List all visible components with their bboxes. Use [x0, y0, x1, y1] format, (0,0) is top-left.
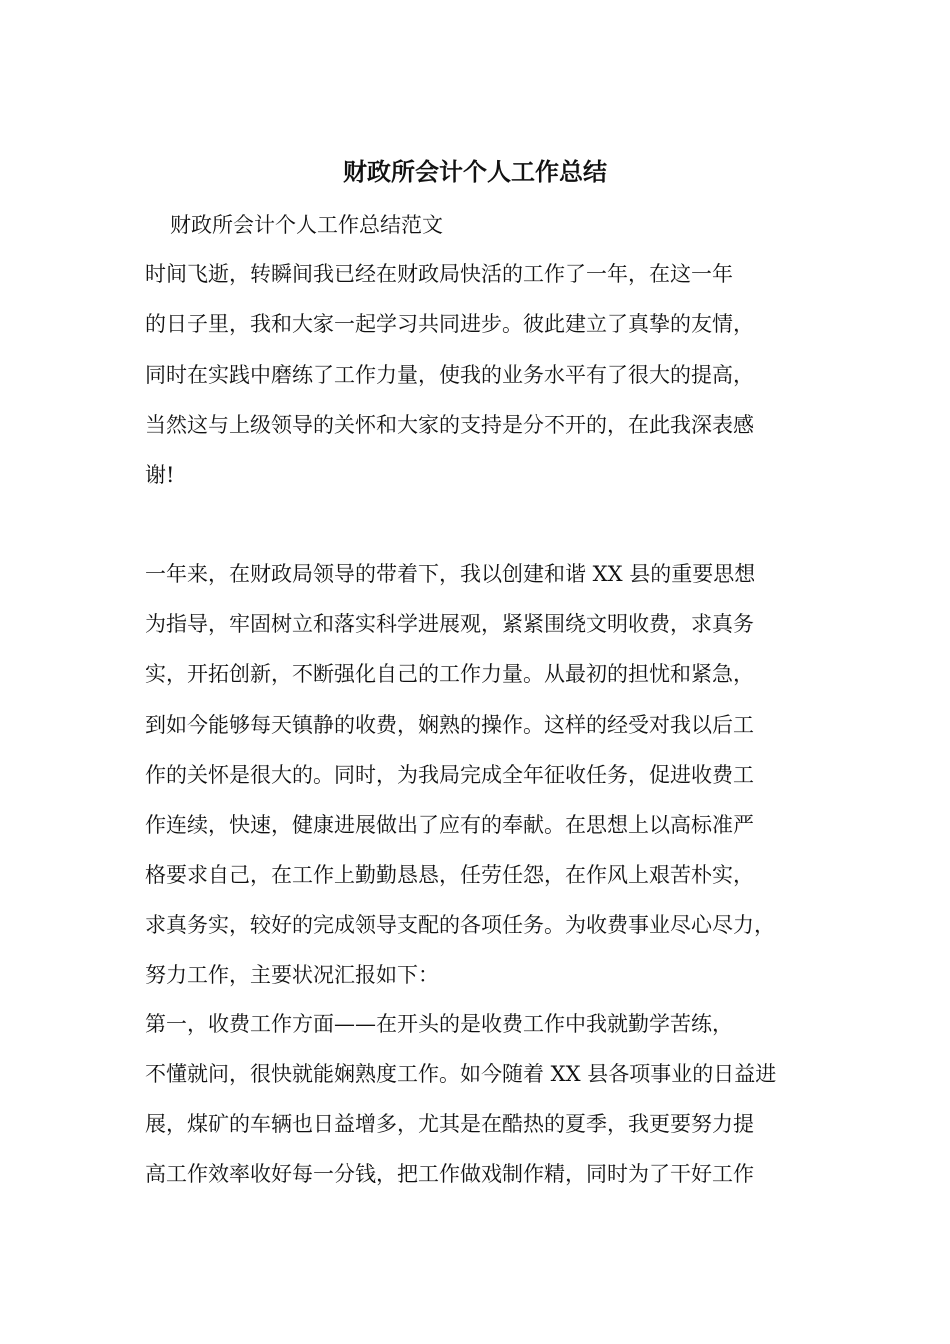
paragraph1-line: 谢!: [145, 463, 175, 487]
paragraph3-line: 不懂就问，很快就能娴熟度工作。如今随着 XX 县各项事业的日益进: [145, 1062, 777, 1086]
document-title: 财政所会计个人工作总结: [343, 157, 607, 186]
paragraph2-line: 努力工作，主要状况汇报如下：: [145, 963, 439, 987]
paragraph3-line: 高工作效率收好每一分钱，把工作做戏制作精，同时为了干好工作: [145, 1162, 754, 1186]
paragraph2-line: 一年来，在财政局领导的带着下，我以创建和谐 XX 县的重要思想: [145, 562, 756, 586]
paragraph1-line: 同时在实践中磨练了工作力量，使我的业务水平有了很大的提高，: [145, 363, 754, 387]
paragraph2-line: 实，开拓创新，不断强化自己的工作力量。从最初的担忧和紧急，: [145, 662, 754, 686]
paragraph1-line: 当然这与上级领导的关怀和大家的支持是分不开的，在此我深表感: [145, 413, 754, 437]
paragraph3-line: 第一，收费工作方面——在开头的是收费工作中我就勤学苦练，: [145, 1012, 733, 1036]
paragraph2-line: 到如今能够每天镇静的收费，娴熟的操作。这样的经受对我以后工: [145, 713, 754, 737]
paragraph2-line: 作连续，快速，健康进展做出了应有的奉献。在思想上以高标准严: [145, 813, 754, 837]
paragraph2-line: 作的关怀是很大的。同时，为我局完成全年征收任务，促进收费工: [145, 763, 754, 787]
paragraph1-line: 时间飞逝，转瞬间我已经在财政局快活的工作了一年，在这一年: [145, 262, 733, 286]
paragraph2-line: 求真务实，较好的完成领导支配的各项任务。为收费事业尽心尽力，: [145, 913, 775, 937]
paragraph2-line: 为指导，牢固树立和落实科学进展观，紧紧围绕文明收费，求真务: [145, 612, 754, 636]
paragraph3-line: 展，煤矿的车辆也日益增多，尤其是在酷热的夏季，我更要努力提: [145, 1112, 754, 1136]
document-subtitle: 财政所会计个人工作总结范文: [170, 213, 443, 237]
paragraph2-line: 格要求自己，在工作上勤勤恳恳，任劳任怨，在作风上艰苦朴实，: [145, 863, 754, 887]
paragraph1-line: 的日子里，我和大家一起学习共同进步。彼此建立了真挚的友情，: [145, 312, 754, 336]
